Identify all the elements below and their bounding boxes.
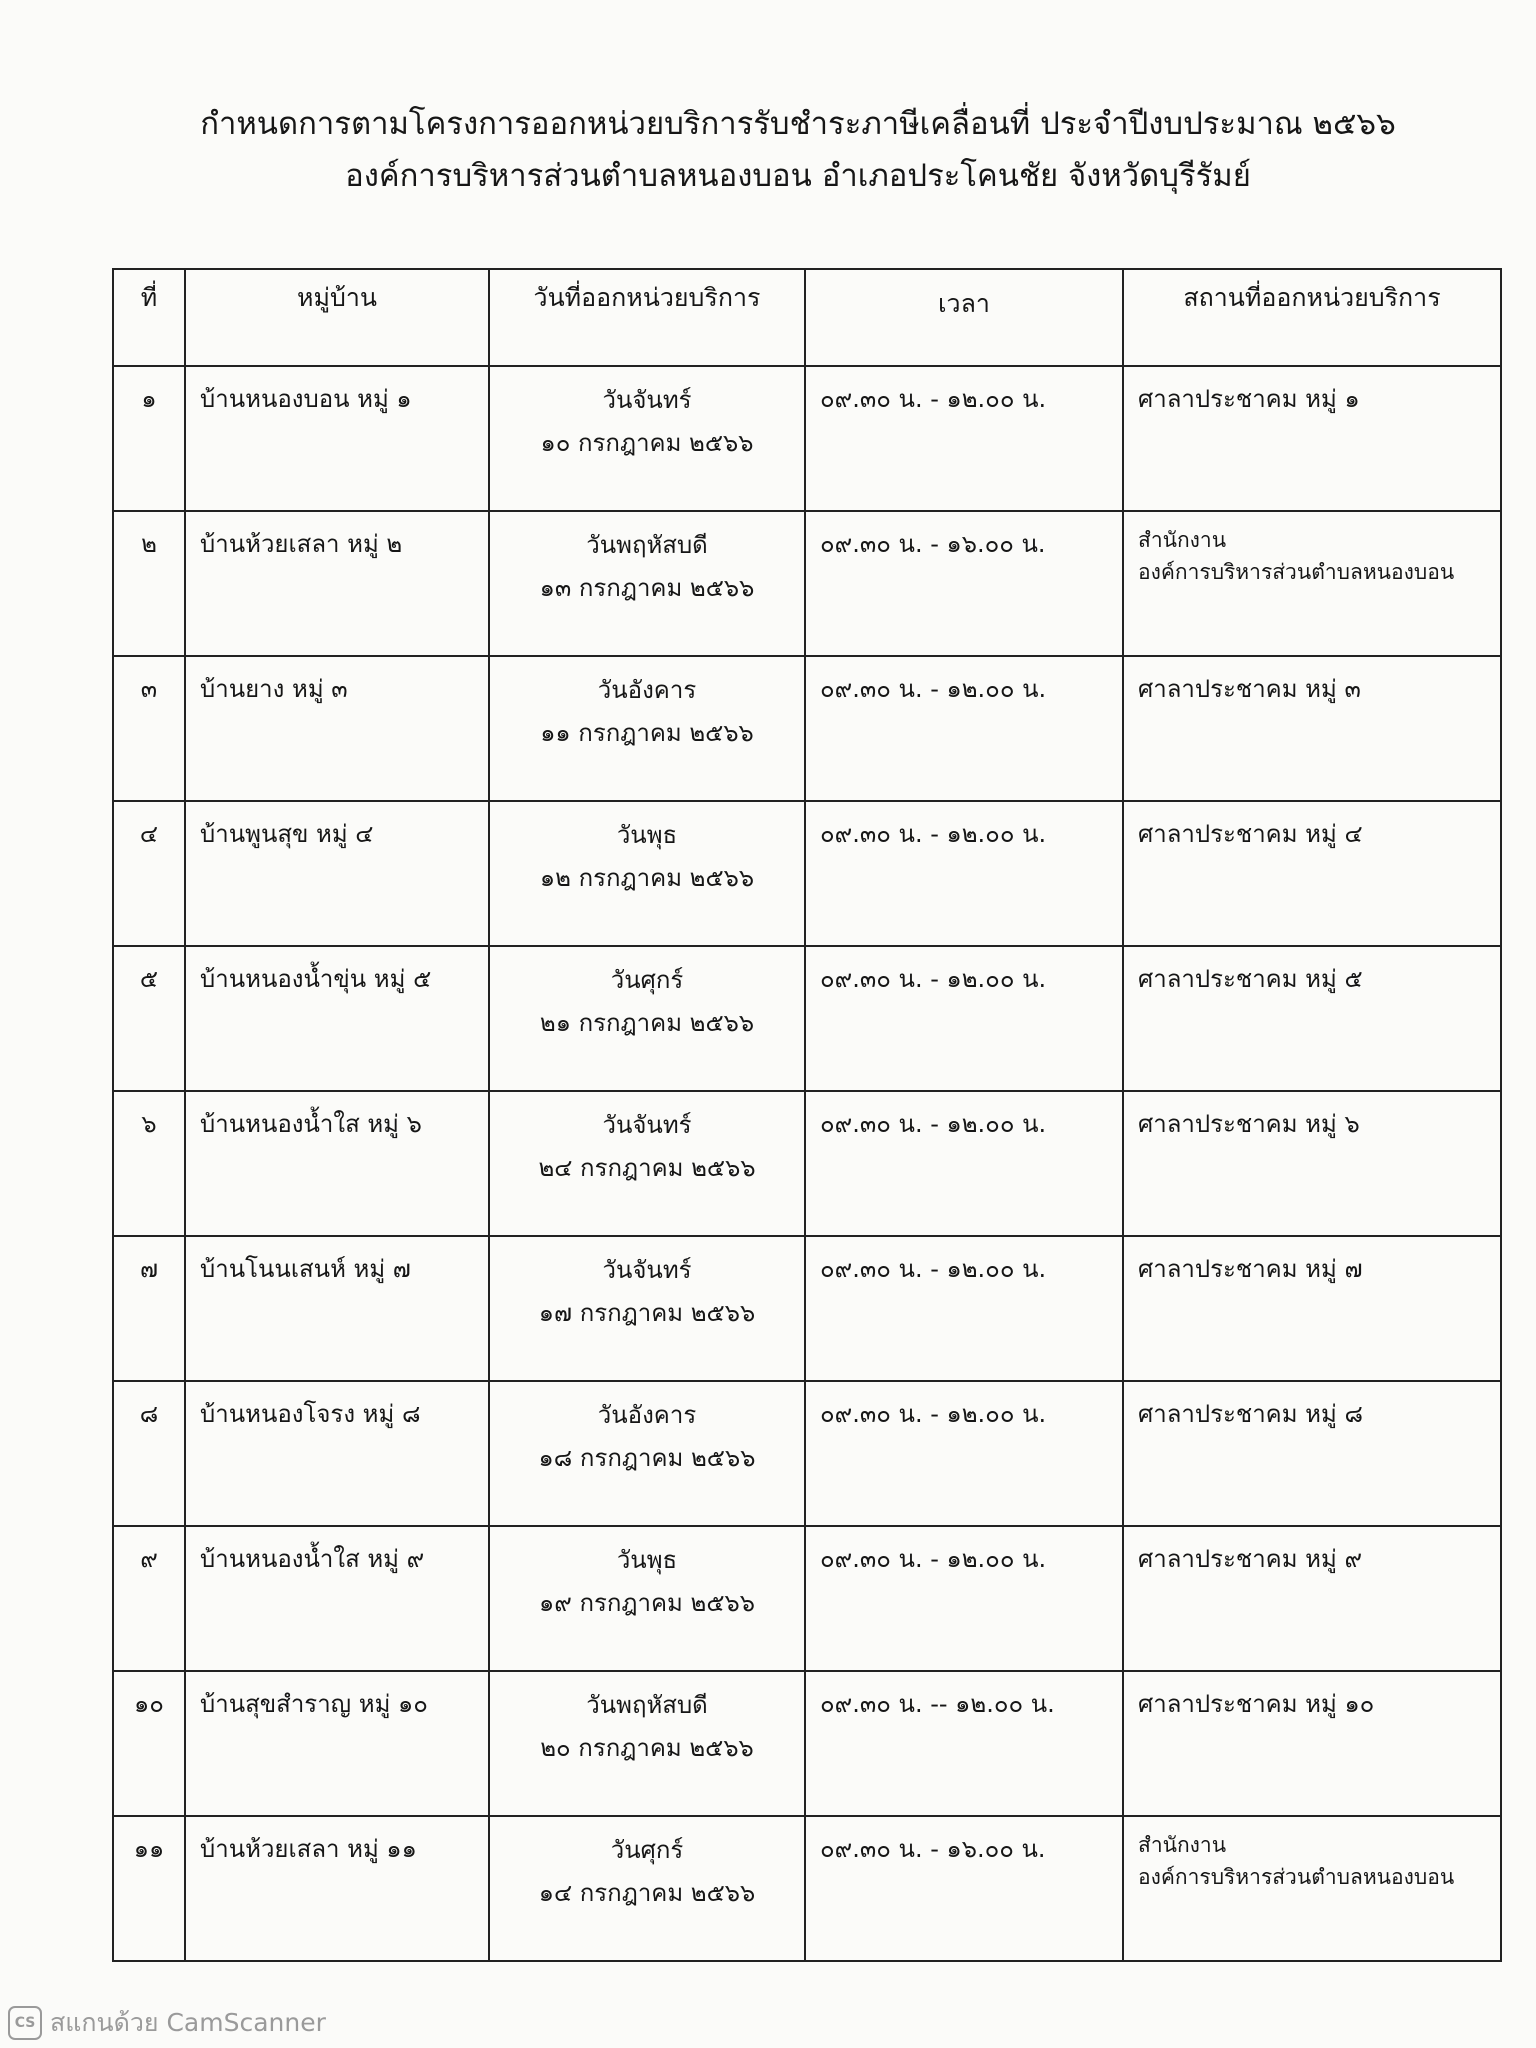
row-village: บ้านหนองน้ำใส หมู่ ๙	[185, 1526, 489, 1671]
row-village: บ้านหนองน้ำขุ่น หมู่ ๕	[185, 946, 489, 1091]
row-day: วันอังคาร	[597, 1401, 697, 1429]
row-place-detail: องค์การบริหารส่วนตำบลหนองบอน	[1138, 560, 1455, 584]
row-time: ๐๙.๓๐ น. - ๑๒.๐๐ น.	[805, 1091, 1123, 1236]
row-number: ๘	[113, 1381, 185, 1526]
row-village: บ้านพูนสุข หมู่ ๔	[185, 801, 489, 946]
table-row	[113, 511, 1501, 656]
header-place: สถานที่ออกหน่วยบริการ	[1123, 269, 1501, 366]
table-row	[113, 1236, 1501, 1381]
row-day: วันจันทร์	[602, 1256, 692, 1284]
document-title: กำหนดการตามโครงการออกหน่วยบริการรับชำระภาษีเคลื่อนที่ ประจำปีงบประมาณ ๒๕๖๖	[200, 106, 1396, 142]
schedule-table	[112, 268, 1502, 1962]
row-village: บ้านยาง หมู่ ๓	[185, 656, 489, 801]
row-day: วันพฤหัสบดี	[586, 531, 708, 559]
row-day: วันจันทร์	[602, 1111, 692, 1139]
row-time: ๐๙.๓๐ น. - ๑๒.๐๐ น.	[805, 1381, 1123, 1526]
row-time: ๐๙.๓๐ น. -- ๑๒.๐๐ น.	[805, 1671, 1123, 1816]
table-row	[113, 1671, 1501, 1816]
watermark-text: สแกนด้วย CamScanner	[50, 2008, 326, 2037]
row-day: วันพุธ	[616, 821, 678, 849]
row-place-detail: องค์การบริหารส่วนตำบลหนองบอน	[1138, 1865, 1455, 1889]
table-row	[113, 1091, 1501, 1236]
row-date-cell	[489, 1381, 805, 1526]
row-place-cell	[1123, 1816, 1501, 1961]
row-village: บ้านหนองน้ำใส หมู่ ๖	[185, 1091, 489, 1236]
row-place-cell	[1123, 946, 1501, 1091]
header-village: หมู่บ้าน	[185, 269, 489, 366]
table-row	[113, 1381, 1501, 1526]
row-place: สำนักงาน	[1138, 1833, 1227, 1857]
row-place: ศาลาประชาคม หมู่ ๘	[1138, 1400, 1363, 1428]
table-header-row	[113, 269, 1501, 366]
row-date: ๑๙ กรกฎาคม ๒๕๖๖	[539, 1589, 755, 1617]
table-row	[113, 656, 1501, 801]
row-place: ศาลาประชาคม หมู่ ๔	[1138, 820, 1363, 848]
row-number: ๑๐	[113, 1671, 185, 1816]
row-place-cell	[1123, 1671, 1501, 1816]
camscanner-watermark	[8, 2003, 326, 2043]
row-date-cell	[489, 1236, 805, 1381]
table-body	[113, 366, 1501, 1961]
row-date: ๑๘ กรกฎาคม ๒๕๖๖	[538, 1444, 756, 1472]
row-place: ศาลาประชาคม หมู่ ๑	[1138, 385, 1360, 413]
row-date-cell	[489, 511, 805, 656]
row-time: ๐๙.๓๐ น. - ๑๒.๐๐ น.	[805, 1236, 1123, 1381]
table-row	[113, 946, 1501, 1091]
row-time: ๐๙.๓๐ น. - ๑๒.๐๐ น.	[805, 946, 1123, 1091]
row-date: ๑๒ กรกฎาคม ๒๕๖๖	[539, 864, 755, 892]
row-number: ๗	[113, 1236, 185, 1381]
row-place: ศาลาประชาคม หมู่ ๕	[1138, 965, 1363, 993]
row-day: วันอังคาร	[597, 676, 697, 704]
row-time: ๐๙.๓๐ น. - ๑๒.๐๐ น.	[805, 366, 1123, 511]
row-time: ๐๙.๓๐ น. - ๑๖.๐๐ น.	[805, 1816, 1123, 1961]
row-date-cell	[489, 1091, 805, 1236]
row-date: ๒๐ กรกฎาคม ๒๕๖๖	[540, 1734, 754, 1762]
table-row	[113, 1816, 1501, 1961]
row-place-cell	[1123, 511, 1501, 656]
row-place-cell	[1123, 1091, 1501, 1236]
row-date: ๑๗ กรกฎาคม ๒๕๖๖	[538, 1299, 756, 1327]
row-village: บ้านสุขสำราญ หมู่ ๑๐	[185, 1671, 489, 1816]
row-day: วันศุกร์	[610, 1836, 684, 1864]
row-date-cell	[489, 1671, 805, 1816]
row-place-cell	[1123, 1381, 1501, 1526]
row-time: ๐๙.๓๐ น. - ๑๒.๐๐ น.	[805, 801, 1123, 946]
row-place-cell	[1123, 366, 1501, 511]
row-place-cell	[1123, 656, 1501, 801]
row-place-cell	[1123, 1236, 1501, 1381]
row-village: บ้านหนองบอน หมู่ ๑	[185, 366, 489, 511]
row-date-cell	[489, 366, 805, 511]
table-row	[113, 801, 1501, 946]
row-day: วันพฤหัสบดี	[586, 1691, 708, 1719]
row-date-cell	[489, 801, 805, 946]
row-day: วันพุธ	[616, 1546, 678, 1574]
row-date-cell	[489, 946, 805, 1091]
row-date: ๑๔ กรกฎาคม ๒๕๖๖	[538, 1879, 756, 1907]
row-time: ๐๙.๓๐ น. - ๑๒.๐๐ น.	[805, 1526, 1123, 1671]
row-place: ศาลาประชาคม หมู่ ๖	[1138, 1110, 1360, 1138]
document-subtitle: องค์การบริหารส่วนตำบลหนองบอน อำเภอประโคนชัย จังหวัดบุรีรัมย์	[345, 158, 1251, 194]
row-village: บ้านโนนเสนห์ หมู่ ๗	[185, 1236, 489, 1381]
row-date: ๑๑ กรกฎาคม ๒๕๖๖	[540, 719, 754, 747]
row-place-cell	[1123, 1526, 1501, 1671]
row-date-cell	[489, 656, 805, 801]
row-place: ศาลาประชาคม หมู่ ๗	[1138, 1255, 1363, 1283]
row-number: ๙	[113, 1526, 185, 1671]
row-place-cell	[1123, 801, 1501, 946]
row-place: ศาลาประชาคม หมู่ ๓	[1138, 675, 1361, 703]
row-number: ๓	[113, 656, 185, 801]
row-place: ศาลาประชาคม หมู่ ๑๐	[1138, 1690, 1375, 1718]
row-number: ๕	[113, 946, 185, 1091]
row-village: บ้านห้วยเสลา หมู่ ๑๑	[185, 1816, 489, 1961]
header-date: วันที่ออกหน่วยบริการ	[489, 269, 805, 366]
row-number: ๔	[113, 801, 185, 946]
row-number: ๑	[113, 366, 185, 511]
row-village: บ้านห้วยเสลา หมู่ ๒	[185, 511, 489, 656]
table-row	[113, 1526, 1501, 1671]
row-date-cell	[489, 1526, 805, 1671]
row-place: ศาลาประชาคม หมู่ ๙	[1138, 1545, 1363, 1573]
row-place: สำนักงาน	[1138, 528, 1227, 552]
camscanner-logo-icon: CS	[8, 2006, 42, 2040]
row-date: ๒๑ กรกฎาคม ๒๕๖๖	[539, 1009, 755, 1037]
row-number: ๑๑	[113, 1816, 185, 1961]
row-number: ๖	[113, 1091, 185, 1236]
row-number: ๒	[113, 511, 185, 656]
header-time: เวลา	[805, 269, 1123, 366]
header-no: ที่	[113, 269, 185, 366]
row-time: ๐๙.๓๐ น. - ๑๒.๐๐ น.	[805, 656, 1123, 801]
table-row	[113, 366, 1501, 511]
row-date: ๒๔ กรกฎาคม ๒๕๖๖	[538, 1154, 756, 1182]
row-day: วันศุกร์	[610, 966, 684, 994]
row-date: ๑๓ กรกฎาคม ๒๕๖๖	[539, 574, 755, 602]
row-time: ๐๙.๓๐ น. - ๑๖.๐๐ น.	[805, 511, 1123, 656]
row-date: ๑๐ กรกฎาคม ๒๕๖๖	[540, 429, 754, 457]
row-day: วันจันทร์	[602, 386, 692, 414]
row-date-cell	[489, 1816, 805, 1961]
row-village: บ้านหนองโจรง หมู่ ๘	[185, 1381, 489, 1526]
